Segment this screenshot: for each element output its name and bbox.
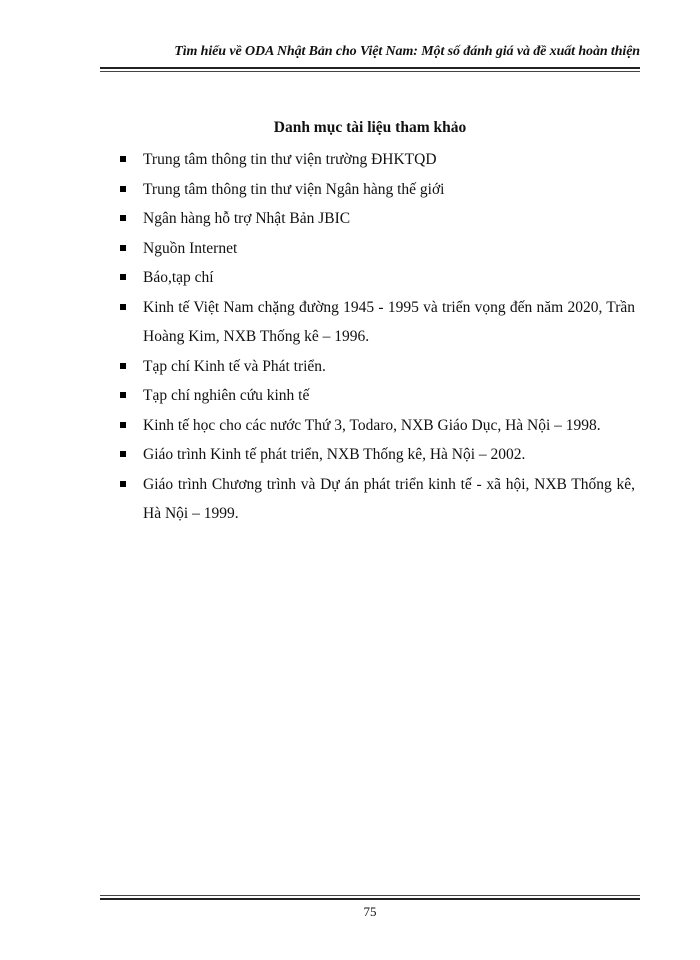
reference-text: Trung tâm thông tin thư viện trường ĐHKTQD — [143, 151, 437, 168]
square-bullet-icon — [120, 304, 126, 310]
reference-text: Kinh tế học cho các nước Thứ 3, Todaro, NXB Giáo Dục, Hà Nội – 1998. — [143, 416, 601, 434]
reference-item — [120, 440, 635, 470]
footer-rule-thin — [100, 895, 640, 896]
reference-item — [120, 411, 635, 441]
reference-item — [120, 145, 635, 175]
footer-rule-thick — [100, 898, 640, 900]
reference-text: Tạp chí Kinh tế và Phát triển. — [143, 357, 326, 375]
square-bullet-icon — [120, 451, 126, 457]
square-bullet-icon — [120, 156, 126, 162]
square-bullet-icon — [120, 422, 126, 428]
reference-item — [120, 381, 635, 411]
reference-text: Trung tâm thông tin thư viện Ngân hàng thế giới — [143, 180, 445, 198]
reference-item — [120, 204, 635, 234]
reference-text: Ngân hàng hỗ trợ Nhật Bản JBIC — [143, 210, 351, 227]
square-bullet-icon — [120, 274, 126, 280]
reference-item — [120, 263, 635, 293]
reference-text: Kinh tế Việt Nam chặng đường 1945 - 1995 và triển vọng đến năm 2020, Trần Hoàng Kim, NXB Thống kê – 1996. — [143, 298, 635, 345]
reference-text: Giáo trình Kinh tế phát triển, NXB Thống kê, Hà Nội – 2002. — [143, 446, 526, 463]
page-number: 75 — [363, 904, 377, 919]
header-rule-thin — [100, 71, 640, 72]
reference-item — [120, 175, 635, 205]
reference-list — [120, 145, 635, 529]
section-title: Danh mục tài liệu tham khảo — [273, 119, 467, 136]
square-bullet-icon — [120, 363, 126, 369]
reference-item — [120, 352, 635, 382]
square-bullet-icon — [120, 245, 126, 251]
reference-text: Tạp chí nghiên cứu kinh tế — [143, 387, 310, 404]
reference-item — [120, 470, 635, 529]
reference-text: Nguồn Internet — [143, 239, 238, 257]
square-bullet-icon — [120, 481, 126, 487]
header-rule-thick — [100, 67, 640, 69]
square-bullet-icon — [120, 215, 126, 221]
reference-text: Giáo trình Chương trình và Dự án phát triển kinh tế - xã hội, NXB Thống kê, Hà Nội – 1999. — [143, 475, 635, 522]
reference-item — [120, 293, 635, 352]
square-bullet-icon — [120, 186, 126, 192]
running-header-title: Tìm hiểu về ODA Nhật Bản cho Việt Nam: Một số đánh giá và đề xuất hoàn thiện — [174, 44, 640, 59]
reference-text: Báo,tạp chí — [143, 269, 214, 286]
square-bullet-icon — [120, 392, 126, 398]
reference-item — [120, 234, 635, 264]
